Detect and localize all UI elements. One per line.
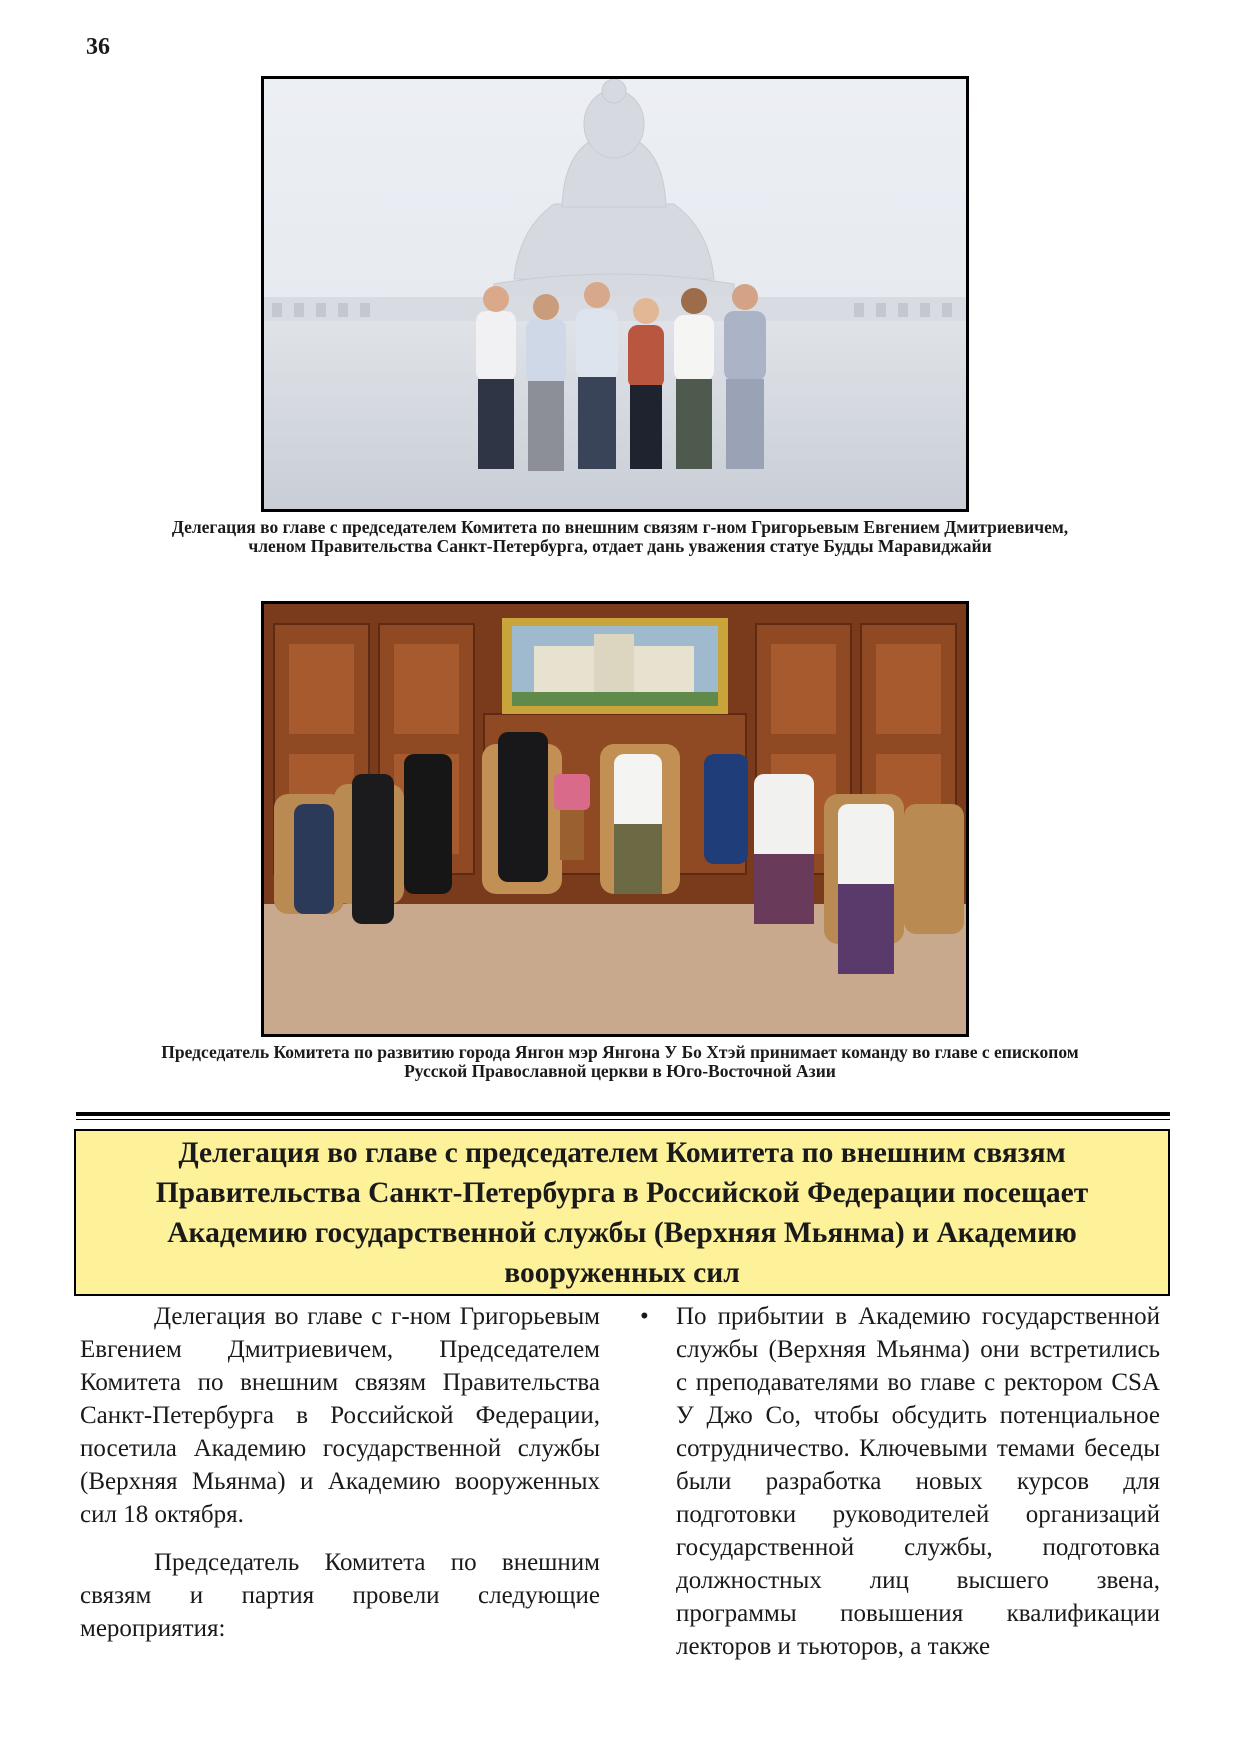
photo-2-caption: Председатель Комитета по развитию города Янгон мэр Янгона У Бо Хтэй принимает команду во главе с епископом Русской Православной церкви в Юго-Восточной Азии <box>161 1042 1079 1081</box>
buddha-statue-photo <box>261 76 969 512</box>
article-paragraph: Делегация во главе с г-ном Григорьевым Евгением Дмитриевичем, Председателем Комитета по внешним связям Правительства Санкт-Петербурга в Российской Федерации, посетила Академию государственной службы (Верхняя Мьянма) и Академию вооруженных сил 18 октября. <box>80 1303 600 1528</box>
photo-1-caption: Делегация во главе с председателем Комитета по внешним связям г-ном Григорьевым Евгением Дмитриевичем, членом Правительства Санкт-Петербурга, отдает дань уважения статуе Будды Маравиджайи <box>171 517 1069 556</box>
page-number: 36 <box>86 34 110 60</box>
article-paragraph: По прибытии в Академию государственной службы (Верхняя Мьянма) они встретились с преподавателями во главе с ректором CSA У Джо Со, чтобы обсудить потенциальное сотрудничество. Ключевыми темами беседы были разработка новых курсов для подготовки руководителей организаций государственной службы, подготовка должностных лиц высшего звена, программы повышения квалификации лекторов и тьюторов, а также <box>676 1303 1160 1660</box>
article-headline: Делегация во главе с председателем Комитета по внешним связям Правительства Санкт-Петербурга в Российской Федерации посещает Академию государственной службы (Верхняя Мьянма) и Академию вооруженных сил <box>155 1136 1089 1289</box>
article-paragraph: Председатель Комитета по внешним связям и партия провели следующие мероприятия: <box>80 1549 600 1642</box>
section-divider-thin <box>76 1119 1170 1120</box>
article-left-column <box>80 1300 600 1645</box>
bullet-marker: • <box>640 1303 649 1330</box>
article-right-column <box>676 1300 1160 1663</box>
headline-box <box>74 1129 1170 1296</box>
meeting-hall-photo <box>261 601 969 1037</box>
section-divider <box>76 1112 1170 1116</box>
